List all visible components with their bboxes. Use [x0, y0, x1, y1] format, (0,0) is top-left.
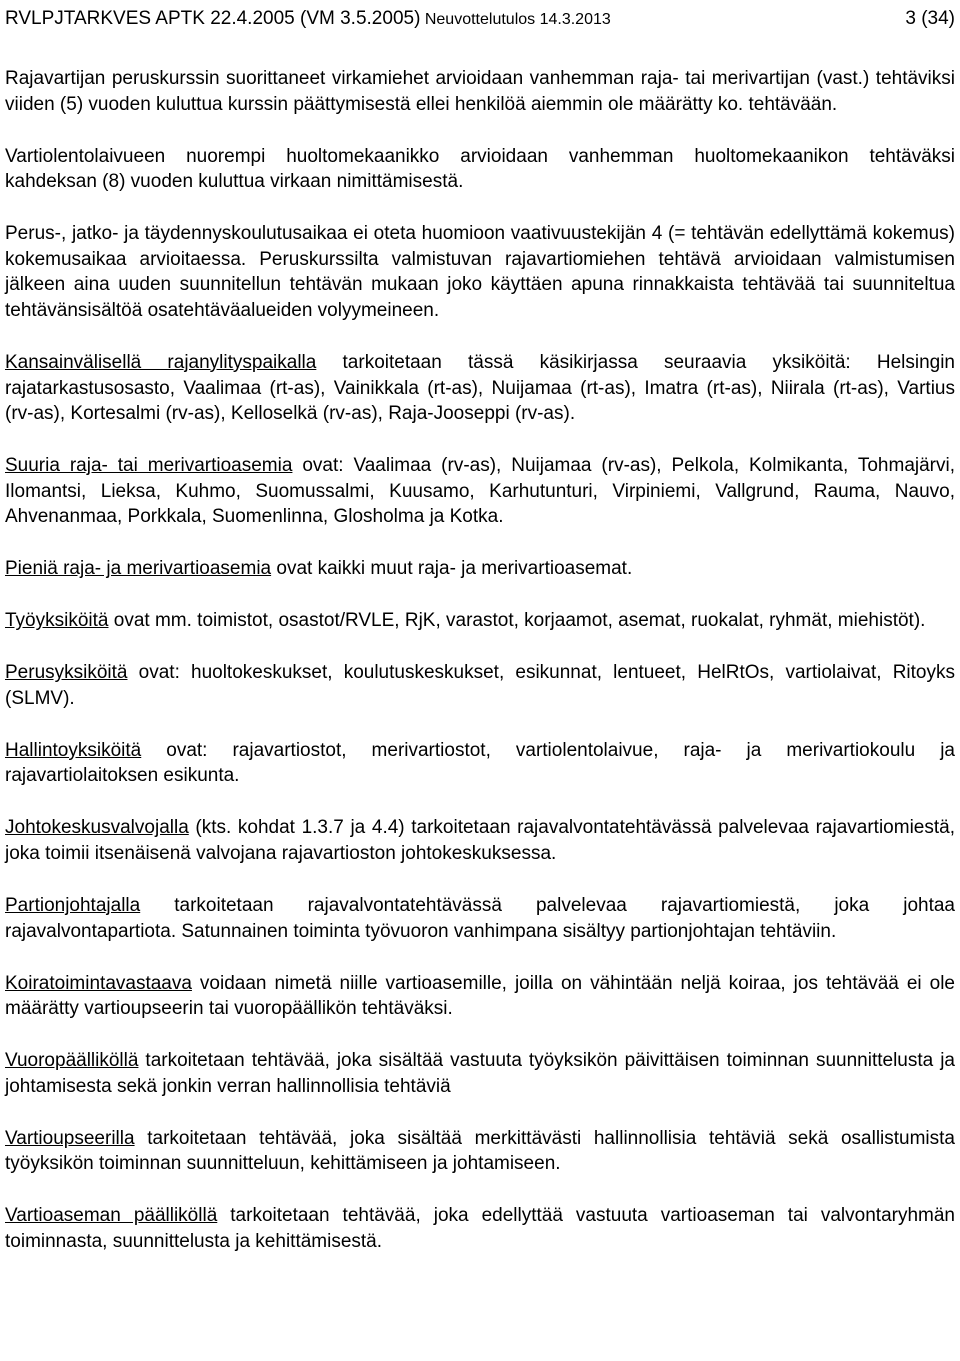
page-header	[5, 0, 955, 46]
defined-term: Johtokeskusvalvojalla	[5, 817, 189, 839]
defined-term: Vuoropäälliköllä	[5, 1050, 139, 1072]
paragraph-text: tarkoitetaan tehtävää, joka sisältää vastuuta työyksikön päivittäisen toiminnan suunnittelusta ja johtamisesta sekä jonkin verran hallinnollisia tehtäviä	[5, 1050, 955, 1097]
paragraph-text: tarkoitetaan tehtävää, joka edellyttää vastuuta vartioaseman tai valvontaryhmän toiminnasta, suunnittelusta ja kehittämisestä.	[5, 1205, 955, 1252]
defined-term: Hallintoyksiköitä	[5, 739, 142, 761]
paragraph-12	[5, 971, 955, 1022]
paragraph-11	[5, 893, 955, 944]
paragraph-1	[5, 66, 955, 117]
document-id: RVLPJTARKVES APTK 22.4.2005 (VM 3.5.2005)	[5, 8, 421, 29]
paragraph-15	[5, 1203, 955, 1254]
paragraph-2	[5, 144, 955, 195]
paragraph-text: Vartiolentolaivueen nuorempi huoltomekaanikko arvioidaan vanhemman huoltomekaanikon tehtäväksi kahdeksan (8) vuoden kuluttua virkaan nimittämisestä.	[5, 145, 955, 193]
defined-term: Työyksiköitä	[5, 610, 109, 632]
defined-term: Partionjohtajalla	[5, 894, 141, 916]
paragraph-5	[5, 453, 955, 530]
paragraph-14	[5, 1126, 955, 1177]
paragraph-4	[5, 350, 955, 427]
paragraph-text: ovat kaikki muut raja- ja merivartioasemat.	[271, 558, 633, 580]
paragraph-text: Rajavartijan peruskurssin suorittaneet virkamiehet arvioidaan vanhemman raja- tai merivartijan (vast.) tehtäviksi viiden (5) vuoden kuluttua kurssin päättymisestä ellei henkilöä aiemmin ole määrätty ko. tehtävään.	[5, 68, 955, 115]
defined-term: Suuria raja- tai merivartioasemia	[5, 455, 293, 477]
paragraph-3	[5, 221, 955, 323]
defined-term: Vartioupseerilla	[5, 1127, 135, 1149]
defined-term: Perusyksiköitä	[5, 662, 128, 684]
paragraph-text: tarkoitetaan tässä käsikirjassa seuraavia yksiköitä: Helsingin rajatarkastusosasto, Vaalimaa (rt-as), Vainikkala (rt-as), Nuijamaa (rt-as), Imatra (rt-as), Niirala (rt-as), Vartius (rv-as), Kortesalmi (rv-as), Kelloselkä (rv-as), Raja-Jooseppi (rv-as).	[5, 351, 955, 425]
revision-note: Neuvottelutulos 14.3.2013	[420, 11, 611, 28]
page-number: 3 (34)	[905, 8, 955, 29]
paragraph-10	[5, 815, 955, 866]
document-body	[5, 66, 955, 1254]
document-page	[5, 0, 955, 1281]
paragraph-text: (kts. kohdat 1.3.7 ja 4.4) tarkoitetaan rajavalvontatehtävässä palvelevaa rajavartiomiestä, joka toimii itsenäisenä valvojana rajavartioston johtokeskuksessa.	[5, 817, 955, 864]
paragraph-text: ovat: Vaalimaa (rv-as), Nuijamaa (rv-as), Pelkola, Kolmikanta, Tohmajärvi, Ilomantsi, Lieksa, Kuhmo, Suomussalmi, Kuusamo, Karhutunturi, Virpiniemi, Vallgrund, Rauma, Nauvo, Ahvenanmaa, Porkkala, Suomenlinna, Glosholma ja Kotka.	[5, 455, 955, 528]
paragraph-13	[5, 1048, 955, 1099]
defined-term: Kansainvälisellä rajanylityspaikalla	[5, 351, 317, 373]
paragraph-8	[5, 660, 955, 711]
paragraph-9	[5, 738, 955, 789]
paragraph-text: Perus-, jatko- ja täydennyskoulutusaikaa ei oteta huomioon vaativuustekijän 4 (= tehtävän edellyttämä kokemus) kokemusaikaa arvioitaessa. Peruskurssilta valmistuvan rajavartiomiehen tehtävä arvioidaan valmistumisen jälkeen aina uuden suunnitellun tehtävän mukaan joko käyttäen apuna rinnakkaista tehtävää tai suunniteltua tehtävänsisältöä osatehtäväalueiden volyymeineen.	[5, 223, 955, 321]
paragraph-6	[5, 556, 955, 582]
paragraph-text: voidaan nimetä niille vartioasemille, joilla on vähintään neljä koiraa, jos tehtävää ei ole määrätty vartioupseerin tai vuoropäällikön tehtäväksi.	[5, 972, 955, 1020]
paragraph-text: ovat: rajavartiostot, merivartiostot, vartiolentolaivue, raja- ja merivartiokoulu ja rajavartiolaitoksen esikunta.	[5, 739, 955, 787]
defined-term: Vartioaseman päälliköllä	[5, 1205, 218, 1227]
paragraph-text: ovat mm. toimistot, osastot/RVLE, RjK, varastot, korjaamot, asemat, ruokalat, ryhmät, miehistöt).	[108, 610, 926, 632]
defined-term: Koiratoimintavastaava	[5, 972, 192, 994]
paragraph-7	[5, 608, 955, 634]
paragraph-text: ovat: huoltokeskukset, koulutuskeskukset, esikunnat, lentueet, HelRtOs, vartiolaivat, Ritoyks (SLMV).	[5, 662, 955, 709]
paragraph-text: tarkoitetaan tehtävää, joka sisältää merkittävästi hallinnollisia tehtäviä sekä osallistumista työyksikön toiminnan suunnitteluun, kehittämiseen ja johtamiseen.	[5, 1127, 955, 1175]
paragraph-text: tarkoitetaan rajavalvontatehtävässä palvelevaa rajavartiomiestä, joka johtaa rajavalvontapartiota. Satunnainen toiminta työvuoron vanhimpana sisältyy partionjohtajan tehtäviin.	[5, 894, 955, 942]
defined-term: Pieniä raja- ja merivartioasemia	[5, 558, 272, 580]
